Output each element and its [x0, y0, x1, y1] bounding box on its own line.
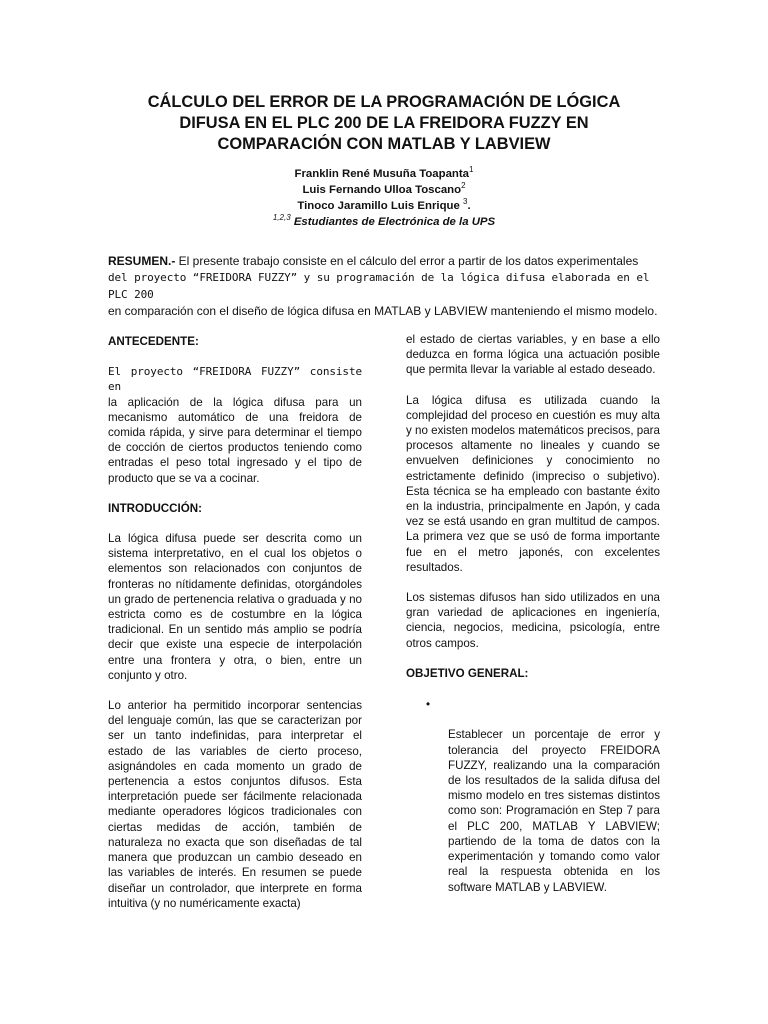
abstract-text-2: del proyecto “FREIDORA FUZZY” y su programación de la lógica difusa elaborada en el PLC 200 [108, 271, 650, 301]
paper-title [90, 92, 678, 155]
abstract [108, 253, 660, 319]
abstract-text-1: El presente trabajo consiste en el cálculo del error a partir de los datos experimentales [175, 254, 639, 268]
affiliation: $^{1,2,3}$ Estudiantes de Electrónica de la UPS [272, 213, 496, 228]
title-line-1: CÁLCULO DEL ERROR DE LA PROGRAMACIÓN DE LÓGICA [147, 93, 621, 111]
paragraph-sistemas-difusos: Los sistemas difusos han sido utilizados en una gran variedad de aplicaciones en ingeniería, ciencia, negocios, medicina, psicología, entre otros campos. [406, 591, 660, 650]
paragraph-continuation: el estado de ciertas variables, y en base a ello deduzca en forma lógica una actuación posible que permita llevar la variable al estado deseado. [406, 333, 660, 377]
paragraph-logica-difusa: La lógica difusa es utilizada cuando la complejidad del proceso en cuestión es muy alta y no existen modelos matemáticos precisos, para procesos altamente no lineales y cuando se envuelven definiciones y conocimiento no estrictamente definido (impreciso o subjetivo). Esta técnica se ha empleado con bastante éxito en la industria, principalmente en Japón, y cada vez se está usando en gran multitud de campos. La primera vez que se usó de forma importante fue en el metro japonés, con excelentes resultados. [406, 393, 660, 574]
bullet-icon: • [426, 698, 431, 712]
author-1: Franklin René Musuña Toapanta$^1$ [294, 165, 474, 180]
abstract-label: RESUMEN.- [108, 254, 176, 268]
paragraph-intro-1: La lógica difusa puede ser descrita como un sistema interpretativo, en el cual los objetos o elementos son relacionados con conjuntos de fronteras no nítidamente definidas, otorgándoles un grado de pertenencia relativa o graduada y no estricta como es de costumbre en la lógica tradicional. En un sentido más amplio se podría decir que existe una especie de interpolación entre una frontera y otra, o bien, entre un conjunto y otro. [108, 532, 362, 682]
objective-text: Establecer un porcentaje de error y tolerancia del proyecto FREIDORA FUZZY, realizando una la comparación de los resultados de la salida difusa del mismo modelo en tres sistemas distintos como son: Programación en Step 7 para el PLC 200, MATLAB Y LABVIEW; partiendo de la toma de datos con la experimentación y tomando como valor real la respuesta obtenida en los software MATLAB y LABVIEW. [448, 728, 660, 894]
heading-objetivo-general: OBJETIVO GENERAL: [406, 666, 529, 680]
heading-antecedente: ANTECEDENTE: [108, 335, 199, 348]
objective-bullet-item [406, 697, 660, 895]
title-line-2: DIFUSA EN EL PLC 200 DE LA FREIDORA FUZZY EN [179, 114, 589, 132]
title-line-3: COMPARACIÓN CON MATLAB Y LABVIEW [217, 135, 551, 153]
paragraph-antecedente: El proyecto “FREIDORA FUZZY” consiste en la aplicación de la lógica difusa para un mecanismo automático de una freidora de comida rápida, y sirve para determinar el tiempo de cocción de ciertos productos teniendo como entradas el peso total ingresado y el tipo de producto que se va a cocinar. [108, 365, 362, 485]
abstract-text-3: en comparación con el diseño de lógica difusa en MATLAB y LABVIEW manteniendo el mismo modelo. [108, 304, 658, 318]
right-column [406, 332, 660, 895]
paragraph-intro-2: Lo anterior ha permitido incorporar sentencias del lenguaje común, las que se caracterizan por ser un tanto indefinidas, para interpretar el estado de las variables de cierto proceso, asignándoles en cada momento un grado de pertenencia a estos conjuntos difusos. Esta interpretación puede ser fácilmente relacionada mediante operadores lógicos tradicionales con ciertas medidas de acción, también de naturaleza no exacta que son diseñadas de tal manera que produzcan un cambio deseado en las variables de interés. En resumen se puede diseñar un controlador, que interprete en forma intuitiva (y no numéricamente exacta) [108, 699, 362, 910]
heading-introduccion: INTRODUCCIÓN: [108, 501, 203, 515]
author-3: Tinoco Jaramillo Luis Enrique $^3$. [297, 197, 471, 212]
left-column [108, 334, 362, 926]
author-2: Luis Fernando Ulloa Toscano$^2$ [302, 181, 466, 196]
author-block [160, 166, 608, 230]
